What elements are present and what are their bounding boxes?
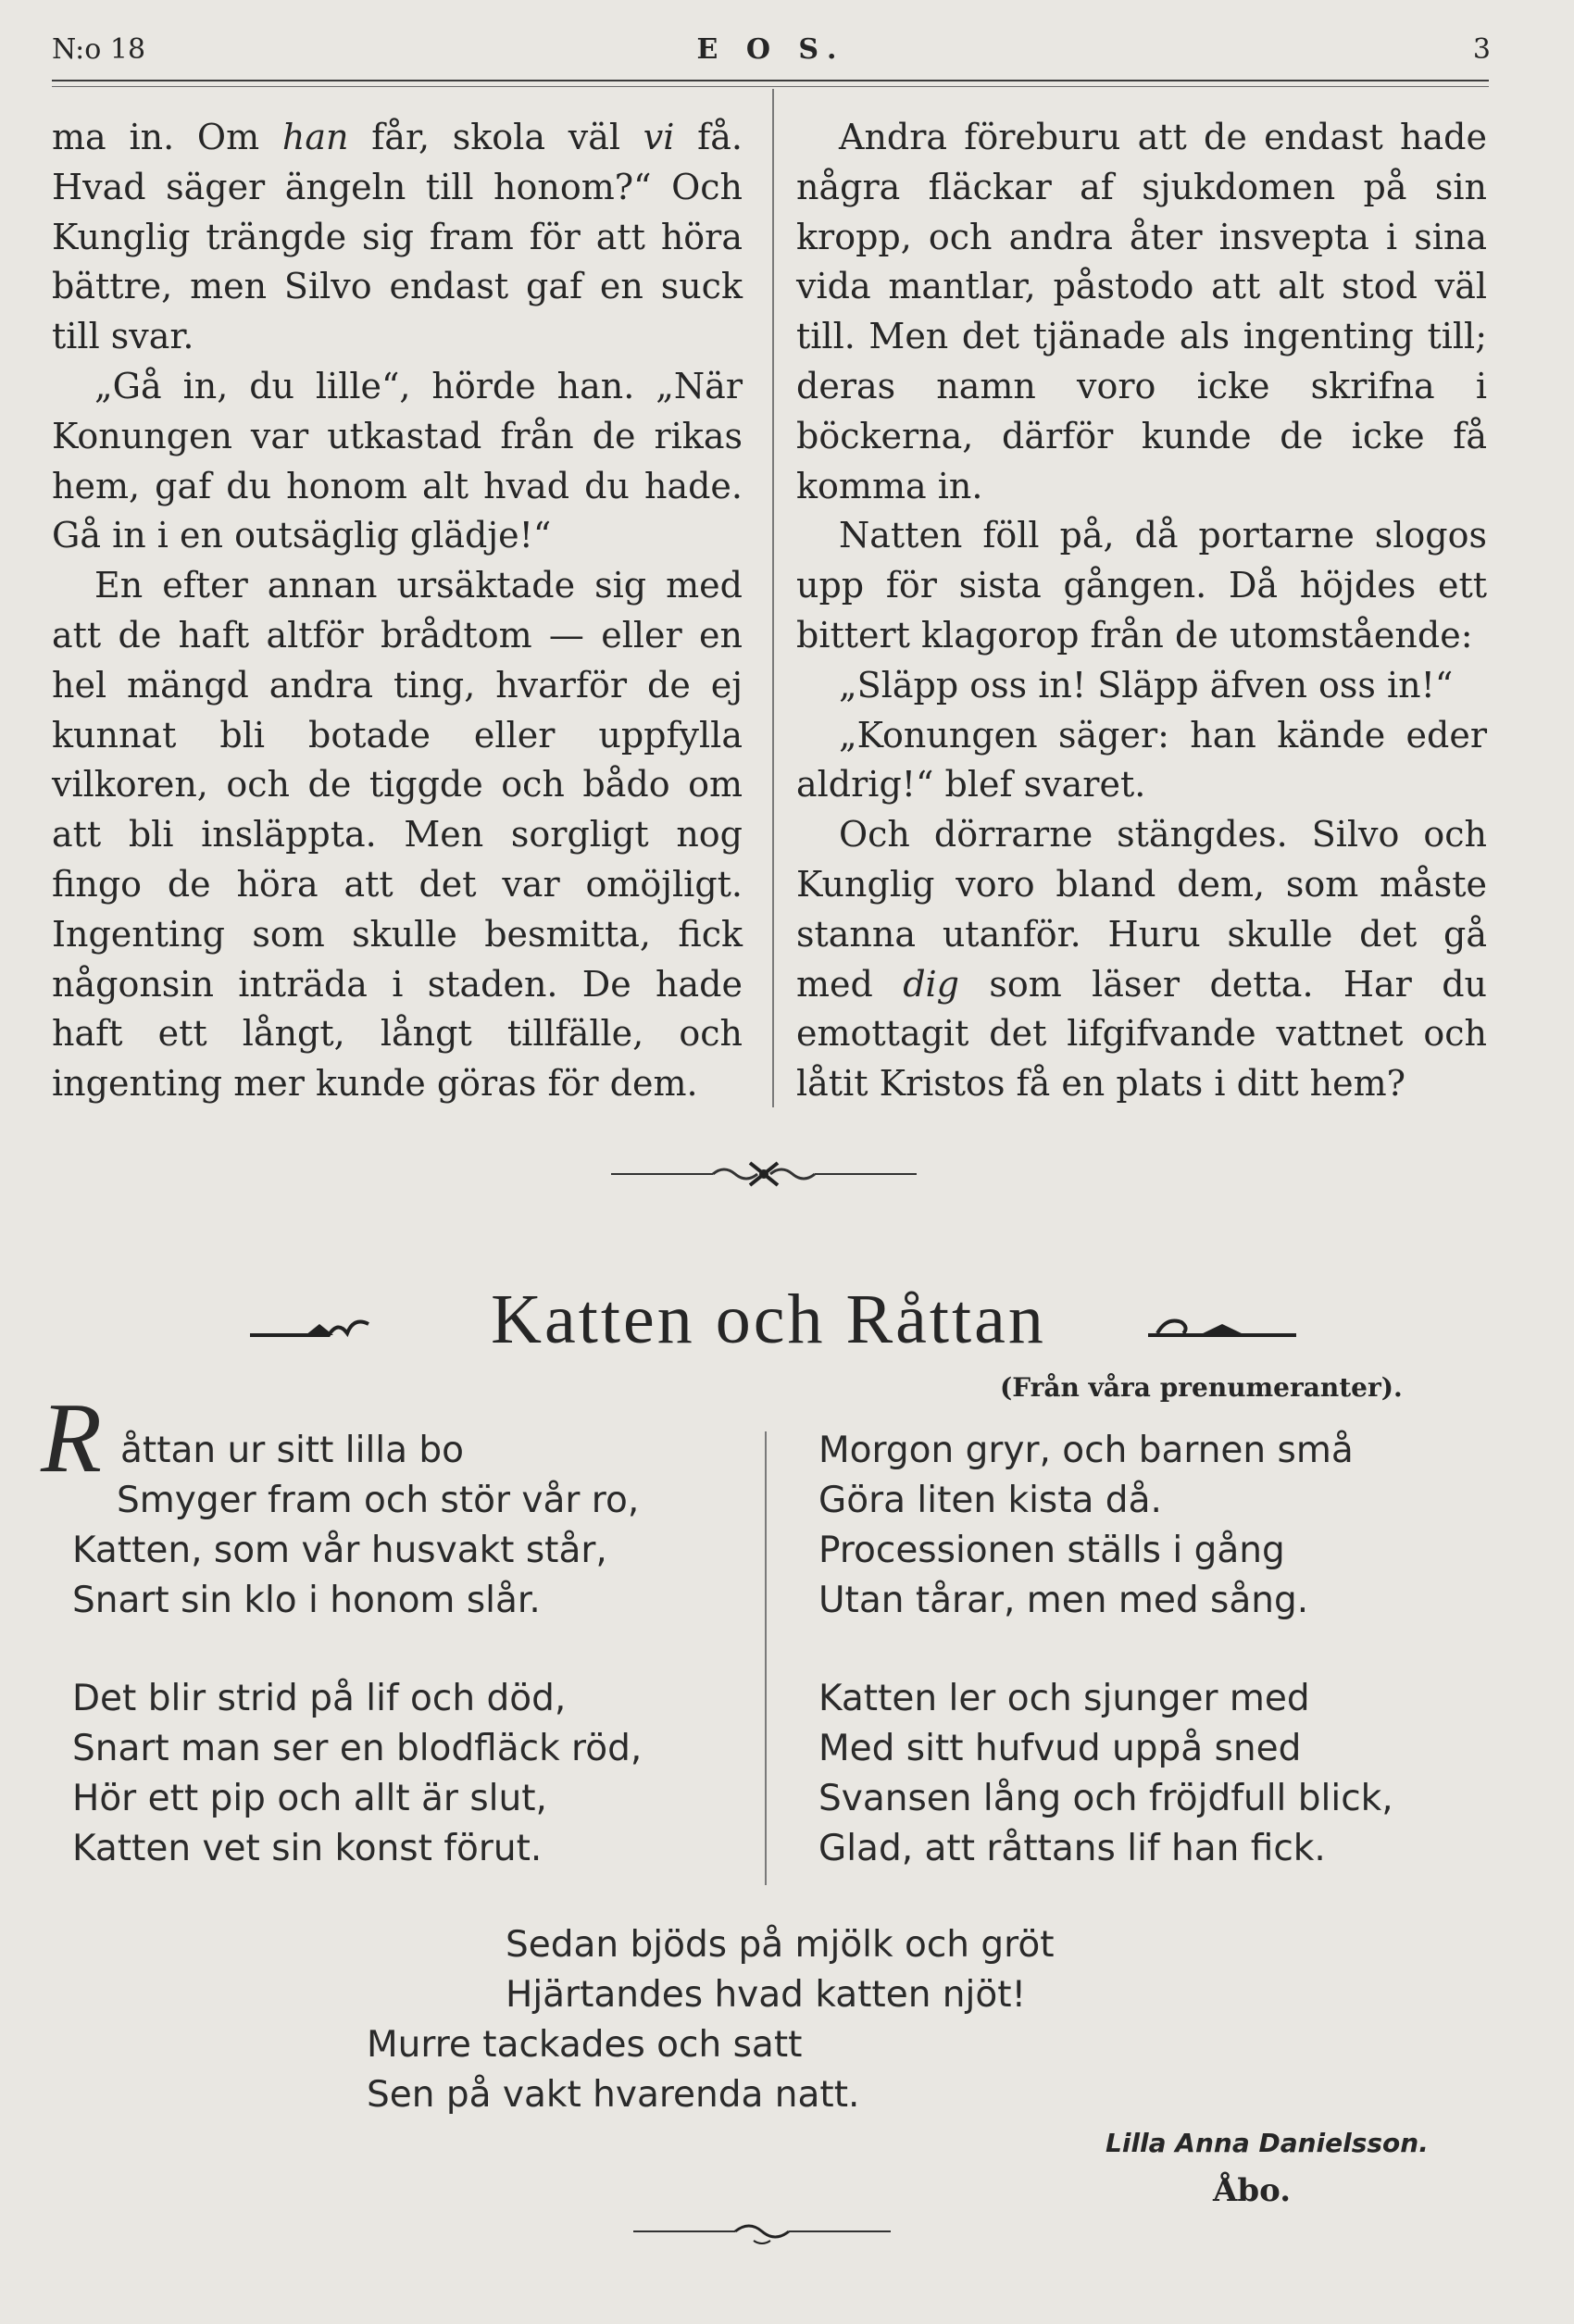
text-run: ma in. Om <box>52 117 282 157</box>
poem-line: Svansen lång och fröjdfull blick, <box>818 1778 1393 1819</box>
page-header <box>52 33 1491 70</box>
paragraph <box>796 661 1487 711</box>
left-title-flourish-icon <box>250 1311 389 1339</box>
text-run: få. Hvad säger ängeln till honom?“ Och Kunglig trängde sig fram för att höra bättre, men Silvo endast gaf en suck till svar. <box>52 117 743 357</box>
right-text-column <box>796 113 1487 1109</box>
paragraph <box>796 113 1487 511</box>
issue-number: N:o 18 <box>52 33 146 66</box>
poem-column-divider <box>765 1431 767 1885</box>
poem-line: Hör ett pip och allt är slut, <box>72 1778 547 1819</box>
page-number: 3 <box>1472 33 1491 66</box>
poem-line: Snart man ser en blodfläck röd, <box>72 1728 643 1769</box>
poem-line: Hjärtandes hvad katten njöt! <box>506 1974 1027 2016</box>
journal-title: E O S. <box>696 33 846 66</box>
poem-line: Utan tårar, men med sång. <box>818 1580 1309 1621</box>
poem-line: Göra liten kista då. <box>818 1480 1162 1521</box>
stanza-2 <box>72 1674 642 1874</box>
poem-title: Katten och Råttan <box>491 1281 1046 1358</box>
text-run: Och dörrarne stängdes. Silvo och Kunglig voro bland dem, som måste stanna utanför. Huru skulle det gå med <box>796 814 1487 1005</box>
text-run: „Konungen säger: han kände eder aldrig!“ blef svaret. <box>796 714 1487 806</box>
poem-line: Sedan bjöds på mjölk och gröt <box>506 1924 1055 1966</box>
stanza-5 <box>367 1920 1055 2120</box>
text-run: han <box>281 117 349 157</box>
paragraph <box>796 511 1487 660</box>
poem-line: Snart sin klo i honom slår. <box>72 1580 541 1621</box>
poem-line: Katten ler och sjunger med <box>818 1678 1310 1719</box>
paragraph <box>796 711 1487 811</box>
stanza-3 <box>818 1426 1354 1626</box>
text-run: En efter annan ursäktade sig med att de haft altför brådtom — eller en hel mängd andra ting, hvarför de ej kunnat bli botade eller uppfylla vilkoren, och de tiggde och bådo om att bli insläppta. Men sorgligt nog fingo de höra att det var omöjligt. Ingenting som skulle besmitta, fick någonsin inträda i staden. De hade haft ett långt, långt tillfälle, och ingenting mer kunde göras för dem. <box>52 565 743 1105</box>
poem-author: Lilla Anna Danielsson. <box>1106 2128 1429 2158</box>
text-run: som läser detta. Har du emottagit det lifgifvande vattnet och låtit Kristos få en plats i ditt hem? <box>796 963 1487 1105</box>
left-text-column <box>52 113 743 1109</box>
poem-line: Glad, att råttans lif han fick. <box>818 1828 1326 1869</box>
stanza-4 <box>818 1674 1393 1874</box>
text-run: Andra föreburu att de endast hade några fläckar af sjukdomen på sin kropp, och andra åter insvepta i sina vida mantlar, påstodo att alt stod väl till. Men det tjänade als ingenting till; deras namn voro icke skrifna i böckerna, därför kunde de icke få komma in. <box>796 117 1487 506</box>
text-run: „Gå in, du lille“, hörde han. „När Konungen var utkastad från de rikas hem, gaf du honom alt hvad du hade. Gå in i en outsäglig glädje!“ <box>52 365 743 556</box>
text-run: vi <box>643 117 675 157</box>
paragraph <box>796 810 1487 1109</box>
paragraph <box>52 362 743 561</box>
right-title-flourish-icon <box>1148 1311 1296 1339</box>
paragraph <box>52 113 743 362</box>
poem-line: åttan ur sitt lilla bo <box>120 1430 465 1471</box>
end-ornament-icon <box>633 2213 891 2250</box>
column-divider <box>772 89 774 1107</box>
drop-cap: R <box>41 1383 102 1493</box>
stanza-1 <box>72 1426 639 1626</box>
poem-line: Med sitt hufvud uppå sned <box>818 1728 1302 1769</box>
poem-source-note: (Från våra prenumeranter). <box>1000 1372 1403 1403</box>
poem-line: Morgon gryr, och barnen små <box>818 1430 1354 1471</box>
poem-line: Smyger fram och stör vår ro, <box>117 1480 640 1521</box>
poem-line: Katten, som vår husvakt står, <box>72 1530 607 1571</box>
text-run: Natten föll på, då portarne slogos upp för sista gången. Då höjdes ett bittert klagorop från de utomstående: <box>796 515 1487 656</box>
poem-line: Katten vet sin konst förut. <box>72 1828 543 1869</box>
text-run: får, skola väl <box>348 117 643 157</box>
header-rule <box>52 80 1489 81</box>
text-run: dig <box>903 963 960 1005</box>
poem-line: Det blir strid på lif och död, <box>72 1678 567 1719</box>
section-divider-ornament-icon <box>611 1156 917 1193</box>
poem-place: Åbo. <box>1213 2172 1292 2209</box>
poem-title-row <box>241 1280 1296 1372</box>
header-rule-thin <box>52 86 1489 87</box>
text-run: „Släpp oss in! Släpp äfven oss in!“ <box>839 664 1454 706</box>
poem-line: Murre tackades och satt <box>367 2024 803 2066</box>
paragraph <box>52 561 743 1109</box>
poem-line: Processionen ställs i gång <box>818 1530 1285 1571</box>
poem-line: Sen på vakt hvarenda natt. <box>367 2074 860 2116</box>
